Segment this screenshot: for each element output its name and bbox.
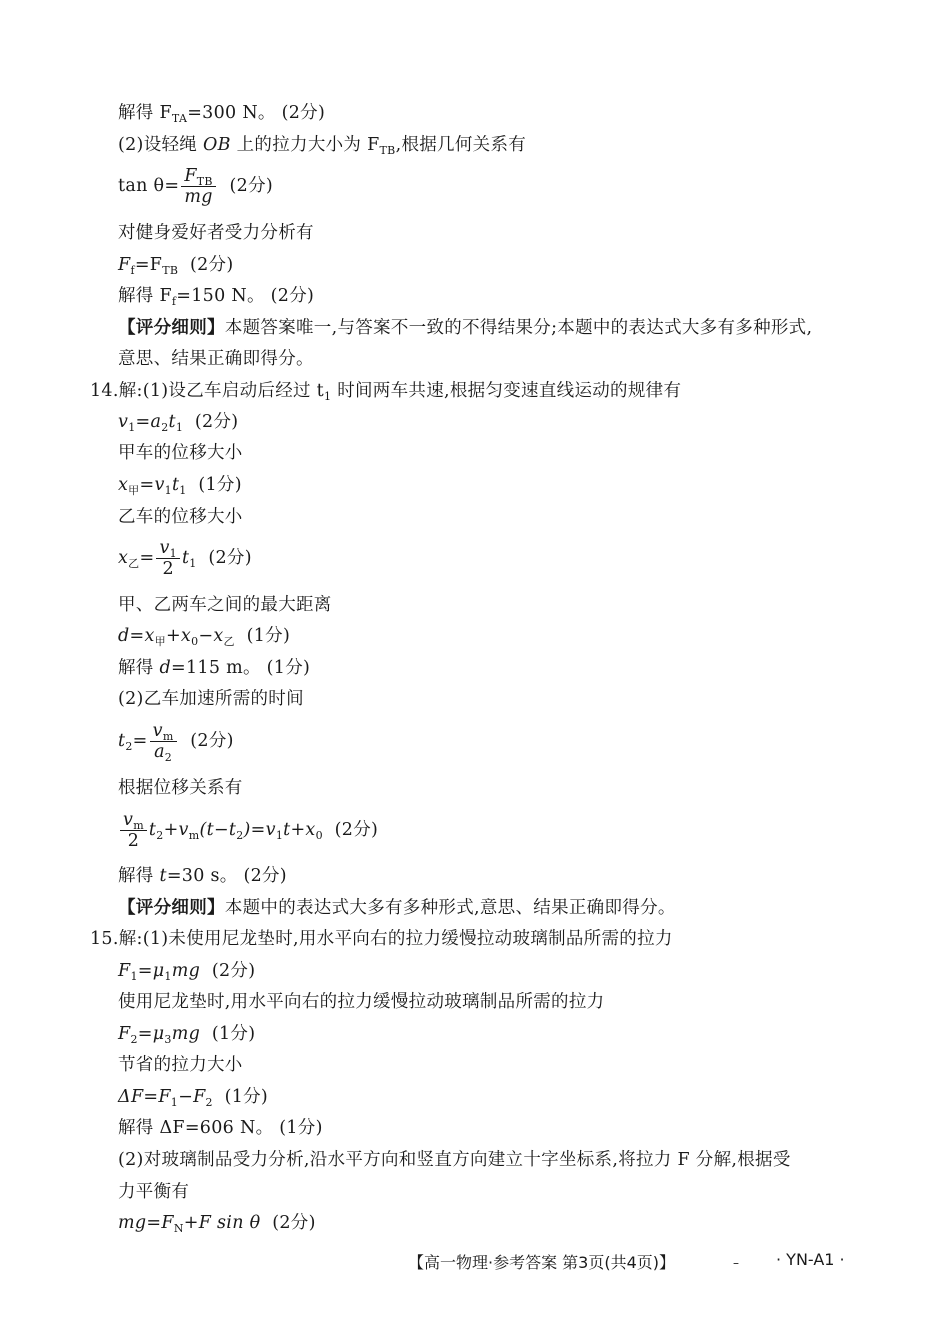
- text: tan θ=: [118, 176, 180, 196]
- subscript: TB: [162, 264, 179, 277]
- line-ta-result: [118, 101, 325, 125]
- text: =: [139, 548, 155, 568]
- text: 解得 F: [118, 103, 172, 123]
- subscript: 乙: [223, 635, 235, 648]
- numerator: v: [152, 721, 163, 741]
- subscript: 0: [191, 635, 199, 648]
- text: 甲车的位移大小: [118, 443, 243, 463]
- subscript: m: [162, 730, 174, 743]
- text: +x: [165, 626, 192, 646]
- line-q14-intro: [90, 379, 681, 403]
- subscript: 0: [315, 829, 323, 842]
- line-t-result: [118, 864, 287, 888]
- score: (2分): [194, 412, 239, 432]
- line-f1-eq: [118, 959, 255, 983]
- subscript: 1: [170, 1096, 179, 1109]
- subscript: f: [130, 264, 135, 277]
- text: t: [159, 866, 167, 886]
- scoring-tag: 【评分细则】: [118, 898, 225, 918]
- text: =150 N。 (2分): [176, 286, 315, 306]
- footer-dash: –: [733, 1256, 739, 1270]
- text: t+x: [283, 820, 316, 840]
- text: =v: [139, 475, 165, 495]
- line-scoring-1-cont: [118, 347, 314, 371]
- text: −x: [198, 626, 224, 646]
- text: 解得 F: [118, 286, 172, 306]
- subscript: TB: [196, 175, 213, 188]
- text: t: [181, 548, 190, 568]
- subscript: 甲: [154, 635, 166, 648]
- footer-code: · YN-A1 ·: [776, 1250, 845, 1269]
- text: t: [118, 731, 126, 751]
- text: 解得 ΔF: [118, 1118, 185, 1138]
- text: 解得: [118, 866, 160, 886]
- numerator: v: [159, 538, 170, 558]
- text: t: [148, 820, 157, 840]
- line-ff-result: [118, 284, 314, 308]
- subscript: 1: [128, 421, 136, 434]
- text: =F: [134, 255, 163, 275]
- text: 乙车的位移大小: [118, 507, 243, 527]
- text: (t−t: [199, 820, 237, 840]
- line-force-analysis: [118, 221, 314, 245]
- denominator: 2: [127, 831, 140, 851]
- line-mg-eq: [118, 1211, 316, 1235]
- line-disp-relation: [118, 776, 243, 800]
- text: 根据位移关系有: [118, 778, 243, 798]
- subscript: 甲: [128, 484, 140, 497]
- text: =300 N。 (2分): [187, 103, 326, 123]
- fraction: [181, 166, 215, 207]
- text: mg=F: [118, 1213, 174, 1233]
- footer-title: 【高一物理·参考答案 第3页(共4页)】: [408, 1253, 676, 1272]
- text: ,根据几何关系有: [395, 135, 527, 155]
- line-max-dist: [118, 593, 332, 617]
- text: =115 m。 (1分): [170, 658, 311, 678]
- subscript: m: [133, 819, 144, 832]
- score: (2分): [190, 255, 234, 275]
- line-part2-time: [118, 687, 304, 711]
- text: F: [118, 1024, 131, 1044]
- line-v1-eq: [118, 410, 238, 434]
- score: (2分): [211, 961, 256, 981]
- text: 上的拉力大小为 F: [230, 135, 380, 155]
- text: =μ: [137, 1024, 165, 1044]
- score: (1分): [198, 475, 242, 495]
- denominator: a: [154, 742, 165, 762]
- subscript: 乙: [128, 557, 140, 570]
- numerator: v: [123, 810, 134, 830]
- subscript: N: [173, 1222, 184, 1235]
- subscript: 2: [130, 1033, 138, 1046]
- text: mg: [171, 1024, 201, 1044]
- text: t: [171, 475, 180, 495]
- fraction: [150, 721, 177, 762]
- score: (2分): [208, 548, 252, 568]
- denominator: 2: [162, 559, 174, 579]
- subscript: TA: [171, 112, 188, 125]
- score: (2分): [272, 1213, 316, 1233]
- subscript: 1: [324, 390, 332, 403]
- text: −F: [178, 1087, 206, 1107]
- text: d=x: [118, 626, 155, 646]
- line-saved-force: [118, 1053, 243, 1077]
- text: +F sin θ: [183, 1213, 261, 1233]
- text: d: [159, 658, 171, 678]
- subscript: 2: [161, 421, 169, 434]
- subscript: 2: [156, 829, 164, 842]
- line-scoring-2: [118, 896, 676, 920]
- score: (1分): [211, 1024, 256, 1044]
- line-t2-eq: [118, 721, 234, 762]
- text: 力平衡有: [118, 1182, 190, 1202]
- subscript: 1: [175, 421, 184, 434]
- score: (2分): [190, 731, 234, 751]
- subscript: f: [171, 295, 177, 308]
- text: =μ: [137, 961, 165, 981]
- text: (2)对玻璃制品受力分析,沿水平方向和竖直方向建立十字坐标系,将拉力 F 分解,根据受: [118, 1150, 791, 1170]
- line-xyi-eq: [118, 538, 252, 579]
- subscript: 1: [275, 829, 284, 842]
- line-d-result: [118, 656, 310, 680]
- text: 节省的拉力大小: [118, 1055, 243, 1075]
- line-f2-eq: [118, 1022, 255, 1046]
- line-d-eq: [118, 624, 290, 648]
- subscript: 1: [164, 484, 172, 497]
- text: =a: [135, 412, 162, 432]
- line-part2-analysis: [118, 1148, 791, 1172]
- subscript: 3: [164, 1033, 172, 1046]
- text: 对健身爱好者受力分析有: [118, 223, 314, 243]
- score: (1分): [246, 626, 291, 646]
- text: 15.解:(1)未使用尼龙垫时,用水平向右的拉力缓慢拉动玻璃制品所需的拉力: [90, 929, 673, 949]
- line-part2-analysis-cont: [118, 1180, 189, 1204]
- score: (1分): [224, 1087, 269, 1107]
- subscript: 2: [236, 829, 244, 842]
- text: +v: [163, 820, 189, 840]
- line-xjia-eq: [118, 473, 242, 497]
- line-nylon-force: [118, 990, 604, 1014]
- text: 使用尼龙垫时,用水平向右的拉力缓慢拉动玻璃制品所需的拉力: [118, 992, 605, 1012]
- text: F: [118, 255, 131, 275]
- line-yi-disp: [118, 505, 243, 529]
- text: 本题中的表达式大多有多种形式,意思、结果正确即得分。: [224, 898, 676, 918]
- text: 14.解:(1)设乙车启动后经过 t: [90, 381, 325, 401]
- text: ΔF=F: [118, 1087, 171, 1107]
- subscript: 2: [205, 1096, 213, 1109]
- score: (2分): [334, 820, 379, 840]
- subscript: TB: [379, 144, 396, 157]
- text: 意思、结果正确即得分。: [118, 349, 314, 369]
- line-deltaf-result: [118, 1116, 323, 1140]
- scoring-tag: 【评分细则】: [118, 318, 225, 338]
- text: x: [118, 548, 129, 568]
- subscript: 1: [164, 970, 172, 983]
- text: (2)设轻绳: [118, 135, 203, 155]
- line-scoring-1: [118, 316, 812, 340]
- subscript: 1: [179, 484, 187, 497]
- score: (2分): [229, 176, 274, 196]
- line-part2-intro: [118, 133, 526, 157]
- line-deltaf-eq: [118, 1085, 268, 1109]
- fraction: [120, 810, 147, 851]
- text: t: [168, 412, 176, 432]
- text: =606 N。 (1分): [184, 1118, 323, 1138]
- line-disp-eq: [118, 810, 378, 851]
- text: 解得: [118, 658, 160, 678]
- subscript: 1: [130, 970, 138, 983]
- line-q15-intro: [90, 927, 673, 951]
- text: 时间两车共速,根据匀变速直线运动的规律有: [331, 381, 682, 401]
- denominator: mg: [184, 187, 213, 207]
- line-tan-formula: [118, 166, 273, 207]
- text: OB: [202, 135, 231, 155]
- text: 甲、乙两车之间的最大距离: [118, 595, 332, 615]
- fraction: [156, 538, 180, 579]
- text: (2)乙车加速所需的时间: [118, 689, 304, 709]
- text: 本题答案唯一,与答案不一致的不得结果分;本题中的表达式大多有多种形式,: [224, 318, 813, 338]
- line-ff-eq: [118, 253, 234, 277]
- subscript: 2: [164, 751, 173, 764]
- text: =: [132, 731, 148, 751]
- text: mg: [171, 961, 201, 981]
- text: v: [118, 412, 129, 432]
- subscript: m: [188, 829, 200, 842]
- subscript: 1: [169, 547, 177, 560]
- text: x: [118, 475, 129, 495]
- text: F: [118, 961, 131, 981]
- text: =30 s。 (2分): [166, 866, 287, 886]
- line-jia-disp: [118, 441, 243, 465]
- subscript: 1: [189, 557, 197, 570]
- text: )=v: [243, 820, 276, 840]
- numerator: F: [184, 166, 197, 186]
- subscript: 2: [125, 740, 133, 753]
